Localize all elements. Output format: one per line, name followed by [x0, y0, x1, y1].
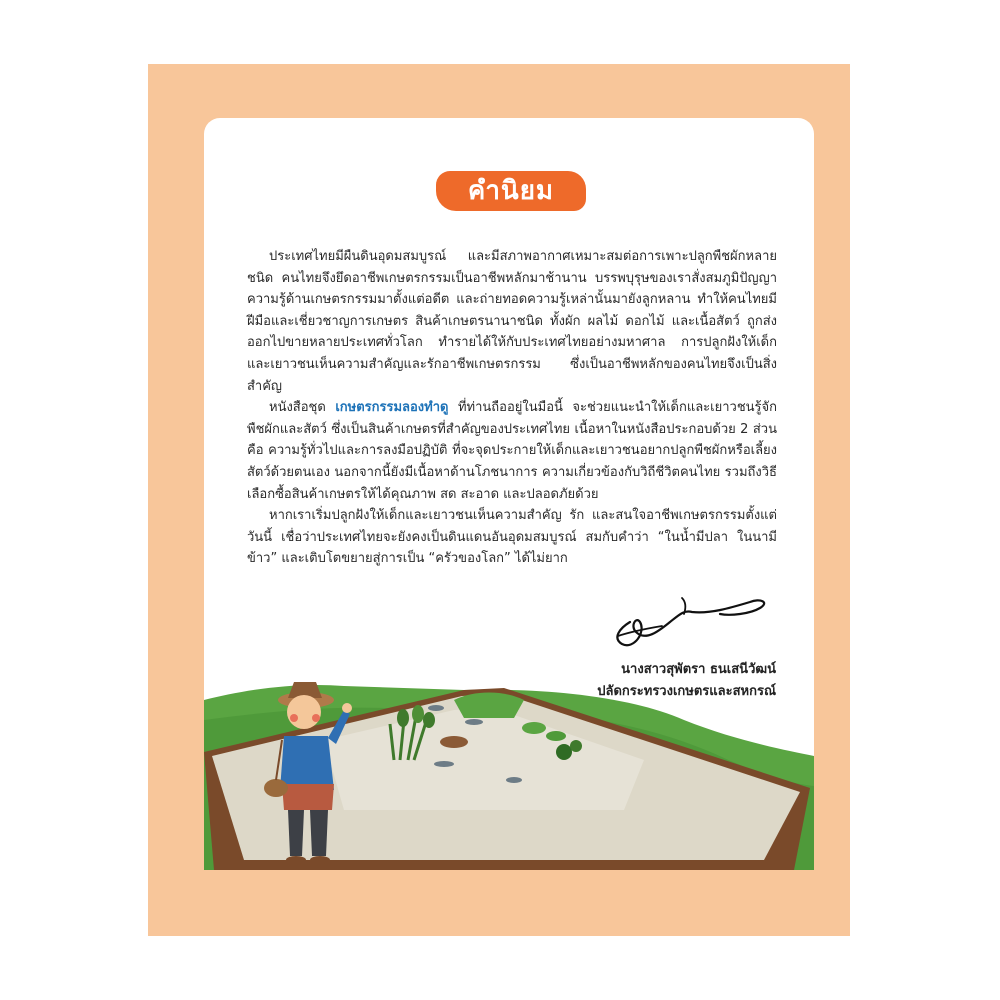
farm-illustration	[204, 660, 814, 870]
signer-name: นางสาวสุพัตรา ธนเสนีวัฒน์	[621, 662, 776, 677]
body-text	[247, 246, 777, 570]
paragraph-1: ประเทศไทยมีผืนดินอุดมสมบูรณ์ และมีสภาพอากาศเหมาะสมต่อการเพาะปลูกพืชผักหลายชนิด คนไทยจึงยึดอาชีพเกษตรกรรมเป็นอาชีพหลักมาช้านาน บรรพบุรุษของเราสั่งสมภูมิปัญญาความรู้ด้านเกษตรกรรมมาตั้งแต่อดีต และถ่ายทอดความรู้เหล่านั้นมายังลูกหลาน ทำให้คนไทยมีฝีมือและเชี่ยวชาญการเกษตร สินค้าเกษตรนานาชนิด ทั้งผัก ผลไม้ ดอกไม้ และเนื้อสัตว์ ถูกส่งออกไปขายหลายประเทศทั่วโลก ทำรายได้ให้กับประเทศไทยอย่างมหาศาล การปลูกฝังให้เด็กและเยาวชนเห็นความสำคัญและรักอาชีพเกษตรกรรม ซึ่งเป็นอาชีพหลักของคนไทยจึงเป็นสิ่งสำคัญ	[247, 249, 777, 394]
paragraph-2	[247, 397, 777, 505]
page-title: คำนิยม	[436, 171, 586, 211]
signer-title: ปลัดกระทรวงเกษตรและสหกรณ์	[597, 684, 776, 699]
signature-icon	[600, 592, 775, 654]
paragraph-2-after: ที่ท่านถืออยู่ในมือนี้ จะช่วยแนะนำให้เด็กและเยาวชนรู้จักพืชผักและสัตว์ ซึ่งเป็นสินค้าเกษตรที่สำคัญของประเทศไทย เนื้อหาในหนังสือประกอบด้วย 2 ส่วน คือ ความรู้ทั่วไปและการลงมือปฏิบัติ ที่จะจุดประกายให้เด็กและเยาวชนอยากปลูกพืชผักหรือเลี้ยงสัตว์ด้วยตนเอง นอกจากนี้ยังมีเนื้อหาด้านโภชนาการ ความเกี่ยวข้องกับวิถีชีวิตคนไทย รวมถึงวิธีเลือกซื้อสินค้าเกษตรให้ได้คุณภาพ สด สะอาด และปลอดภัยด้วย	[247, 400, 777, 502]
paragraph-3: หากเราเริ่มปลูกฝังให้เด็กและเยาวชนเห็นความสำคัญ รัก และสนใจอาชีพเกษตรกรรมตั้งแต่วันนี้ เชื่อว่าประเทศไทยจะยังคงเป็นดินแดนอันอุดมสมบูรณ์ สมกับคำว่า “ในน้ำมีปลา ในนามีข้าว” และเติบโตขยายสู่การเป็น “ครัวของโลก” ได้ไม่ยาก	[247, 508, 777, 567]
series-name: เกษตรกรรมลองทำดู	[335, 400, 449, 416]
paragraph-2-before: หนังสือชุด	[269, 400, 336, 416]
